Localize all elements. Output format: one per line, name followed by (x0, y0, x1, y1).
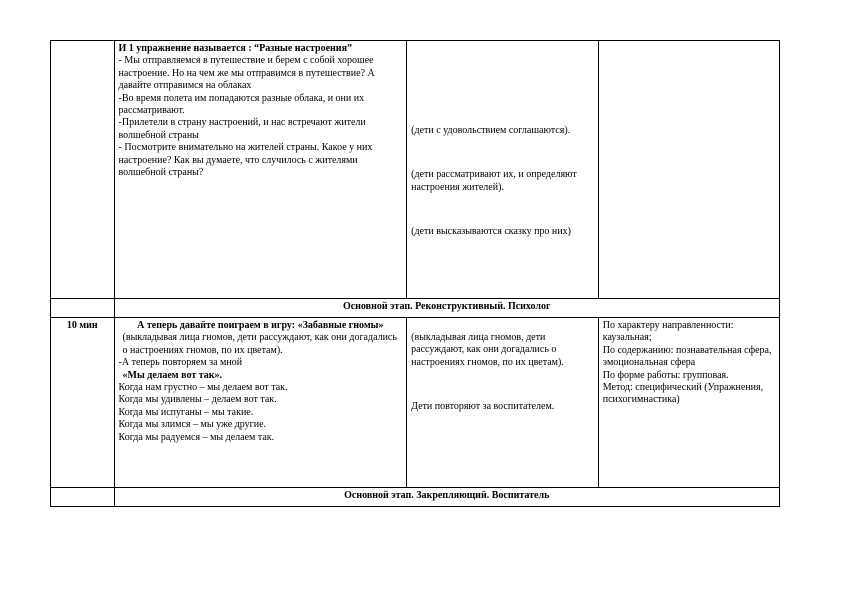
activity-line: - Посмотрите внимательно на жителей страны. Какое у них настроение? Как вы думаете, что случилось с жителями волшебной страны? (118, 142, 375, 179)
band-empty-cell (51, 488, 115, 507)
exercise-title: И 1 упражнение называется : “Разные настроения” (118, 43, 352, 54)
table-row (51, 318, 780, 488)
children-note: Дети повторяют за воспитателем. (411, 401, 555, 413)
time-cell: 10 мин (51, 318, 115, 488)
method-line: Метод: специфический (Упражнения, психогимнастика) (602, 382, 766, 406)
section-row (51, 488, 780, 507)
children-note: (дети высказываются сказку про них) (411, 226, 571, 238)
activity-line: «Мы делаем вот так». (122, 369, 223, 381)
activity-line: Когда мы радуемся – мы делаем так. (118, 431, 275, 443)
game-title: А теперь давайте поиграем в игру: «Забавные гномы» (137, 320, 384, 331)
time-cell (51, 41, 115, 299)
method-line: По форме работы: групповая. (602, 369, 729, 381)
activity-line: - Мы отправляемся в путешествие и берем с собой хорошее настроение. Но на чем же мы отправимся в путешествие? А давайте отправимся на облаках (118, 55, 378, 92)
method-cell (598, 41, 779, 299)
band-empty-cell (51, 299, 115, 318)
section-heading: Основной этап. Закрепляющий. Воспитатель (114, 488, 779, 507)
activity-line: (выкладывая лица гномов, дети рассуждают, как они догадались о настроениях гномов, по их цветам). (122, 332, 400, 356)
activity-line: Когда мы злимся – мы уже другие. (118, 419, 267, 431)
lesson-plan-table (50, 40, 780, 507)
section-heading: Основной этап. Реконструктивный. Психолог (114, 299, 779, 318)
method-line: По содержанию: познавательная сфера, эмоциональная сфера (602, 344, 774, 369)
activity-line: -Прилетели в страну настроений, и нас встречают жители волшебной страны (118, 117, 369, 141)
activity-line: Когда мы испуганы – мы такие. (118, 406, 254, 418)
activity-cell (114, 318, 407, 488)
children-note: (дети с удовольствием соглашаются). (411, 125, 571, 136)
method-line: По характеру направленности: каузальная; (602, 320, 736, 344)
method-cell (598, 318, 779, 488)
children-activity-cell (407, 41, 599, 299)
section-row (51, 299, 780, 318)
children-activity-cell (407, 318, 599, 488)
activity-cell (114, 41, 407, 299)
activity-line: -Во время полета им попадаются разные облака, и они их рассматривают. (118, 92, 367, 117)
table-row (51, 41, 780, 299)
children-note: (дети рассматривают их, и определяют настроения жителей). (411, 169, 580, 193)
children-note: (выкладывая лица гномов, дети рассуждают, как они догадались о настроениях гномов, по их цветам). (411, 332, 564, 368)
activity-line: -А теперь повторяем за мной (118, 357, 243, 369)
activity-line: Когда нам грустно – мы делаем вот так. (118, 382, 288, 394)
activity-line: Когда мы удивлены – делаем вот так. (118, 394, 277, 406)
